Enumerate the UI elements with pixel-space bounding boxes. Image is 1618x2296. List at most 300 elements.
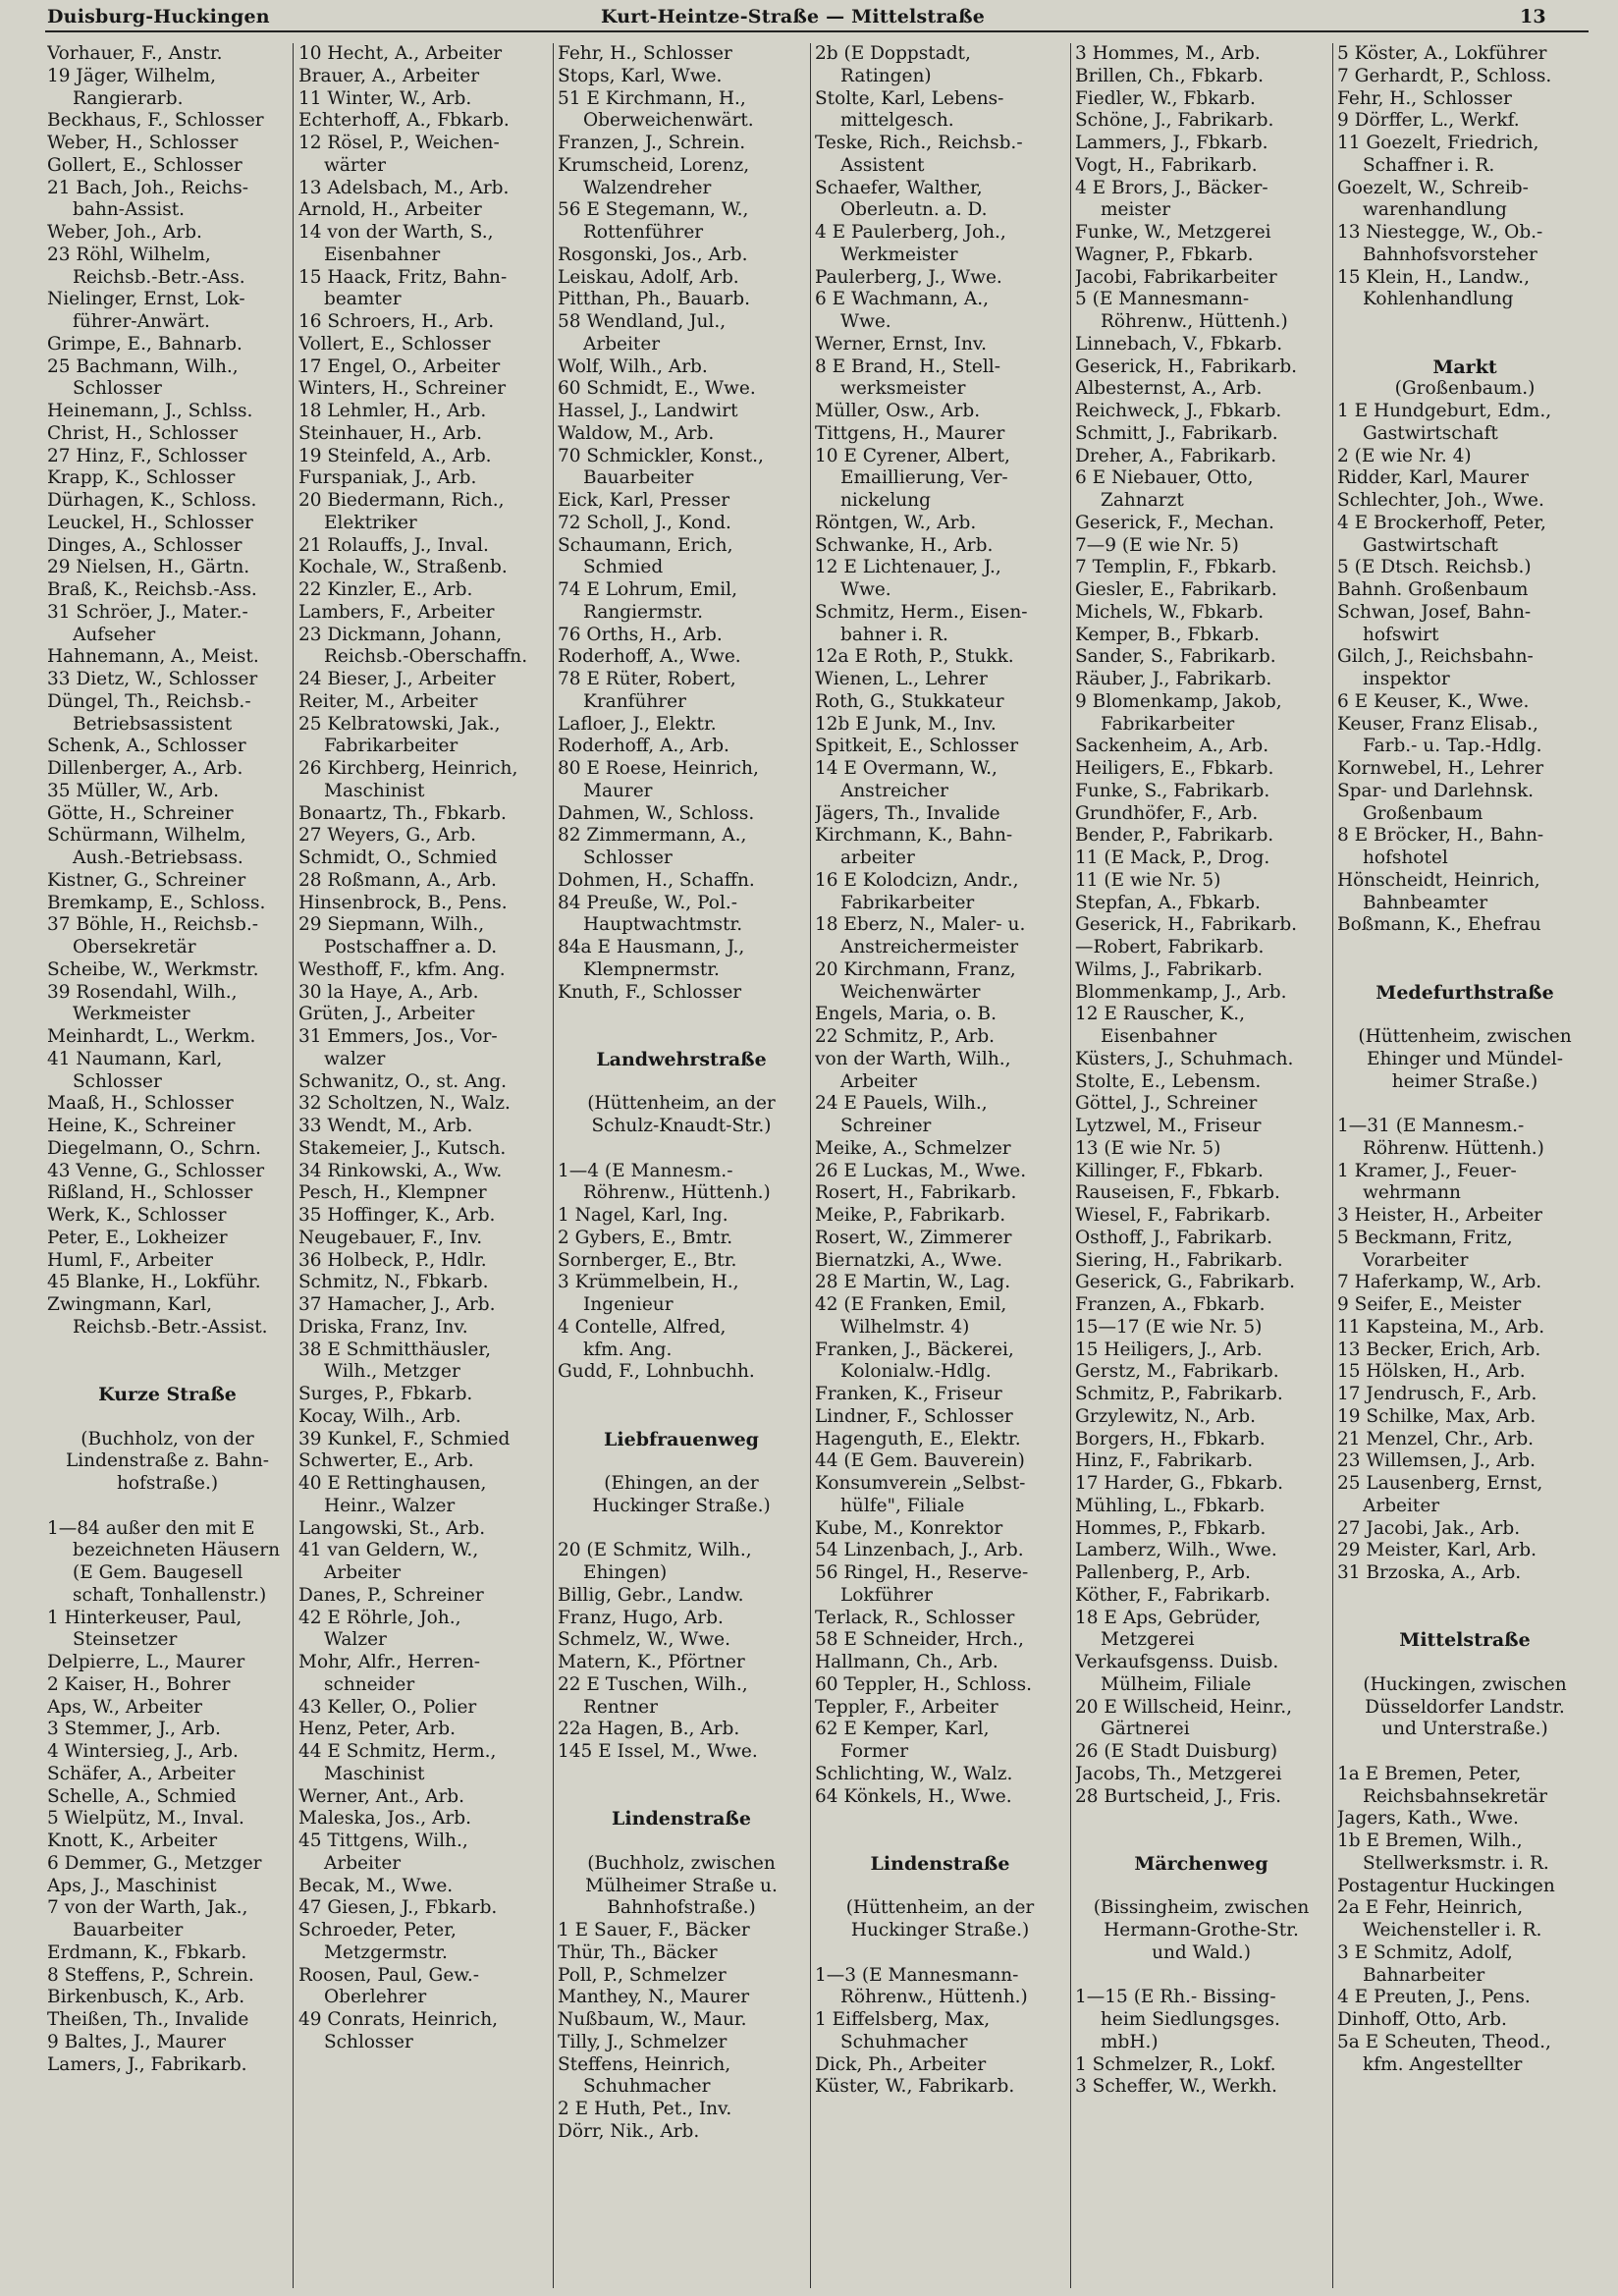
directory-entry: Pesch, H., Klempner [298, 1182, 487, 1204]
directory-entry: Schlosser [73, 1070, 162, 1092]
directory-entry: Aps, W., Arbeiter [47, 1696, 203, 1718]
directory-entry: 39 Rosendahl, Wilh., [47, 981, 238, 1003]
directory-entry: Erdmann, K., Fbkarb. [47, 1941, 247, 1963]
directory-entry: 31 Emmers, Jos., Vor- [298, 1026, 498, 1047]
directory-entry: Teske, Rich., Reichsb.- [815, 133, 1023, 153]
directory-entry: 10 E Cyrener, Albert, [815, 445, 1010, 466]
directory-entry: Anstreichermeister [840, 937, 1019, 957]
directory-entry: Großenbaum [1363, 802, 1483, 824]
directory-entry: 12b E Junk, M., Inv. [815, 713, 997, 735]
directory-entry: 9 Blomenkamp, Jakob, [1075, 690, 1282, 712]
directory-entry: 35 Müller, W., Arb. [47, 780, 219, 801]
header-place: Duisburg-Huckingen [47, 6, 270, 27]
directory-entry: Paulerberg, J., Wwe. [815, 266, 1002, 288]
directory-entry: 43 Keller, O., Polier [298, 1696, 477, 1718]
spacer [558, 1026, 805, 1049]
directory-entry: Hauptwachtmstr. [583, 914, 743, 936]
street-description: und Unterstraße.) [1381, 1719, 1548, 1740]
directory-entry: Scheibe, W., Werkmstr. [47, 958, 259, 980]
directory-entry: 45 Blanke, H., Lokführ. [47, 1272, 261, 1293]
directory-entry: Schelle, A., Schmied [47, 1785, 237, 1807]
directory-entry: Franken, J., Bäckerei, [815, 1339, 1014, 1360]
directory-entry: 37 Böhle, H., Reichsb.- [47, 914, 259, 936]
header-rule [45, 30, 1589, 32]
directory-entry: Dinhoff, Otto, Arb. [1337, 2009, 1507, 2030]
directory-entry: 1 Nagel, Karl, Ing. [558, 1205, 728, 1226]
directory-entry: Hönscheidt, Heinrich, [1337, 869, 1540, 891]
street-heading: Medefurthstraße [1375, 981, 1554, 1004]
directory-entry: 17 Jendrusch, F., Arb. [1337, 1384, 1537, 1404]
directory-entry: inspektor [1363, 669, 1450, 689]
directory-entry: Schwan, Josef, Bahn- [1337, 601, 1532, 623]
directory-entry: meister [1101, 199, 1171, 221]
directory-entry: 28 E Martin, W., Lag. [815, 1272, 1011, 1293]
directory-entry: Anstreicher [840, 780, 948, 801]
directory-entry: Gudd, F., Lohnbuchh. [558, 1361, 755, 1383]
street-heading: Kurze Straße [98, 1384, 237, 1405]
directory-entry: Kube, M., Konrektor [815, 1517, 1003, 1539]
directory-entry: 145 E Issel, M., Wwe. [558, 1741, 758, 1762]
directory-entry: 11 Winter, W., Arb. [298, 87, 472, 109]
street-description: (Hüttenheim, zwischen [1358, 1026, 1572, 1047]
street-heading: Märchenweg [1134, 1852, 1268, 1875]
directory-entry: 28 Burtscheid, J., Fris. [1075, 1785, 1282, 1807]
directory-entry: Reichsb.-Oberschaffn. [324, 646, 528, 668]
directory-entry: Neugebauer, F., Inv. [298, 1227, 483, 1248]
directory-entry: Maaß, H., Schlosser [47, 1093, 234, 1115]
directory-entry: 80 E Roese, Heinrich, [558, 758, 759, 779]
street-description: (Großenbaum.) [1394, 378, 1536, 400]
directory-entry: 60 Schmidt, E., Wwe. [558, 378, 756, 400]
spacer [558, 1406, 805, 1429]
street-heading: Markt [1432, 355, 1497, 378]
directory-entry: Schmied [583, 557, 664, 578]
directory-entry: Wolf, Wilh., Arb. [558, 355, 708, 377]
directory-entry: schaft, Tonhallenstr.) [73, 1584, 267, 1606]
directory-entry: Schwanitz, O., st. Ang. [298, 1070, 508, 1092]
directory-entry: 4 E Brors, J., Bäcker- [1075, 177, 1268, 198]
column-divider [1332, 43, 1333, 2288]
directory-entry: 5 (E Dtsch. Reichsb.) [1337, 557, 1532, 578]
directory-entry: 8 Steffens, P., Schrein. [47, 1964, 254, 1986]
directory-entry: hülfe", Filiale [840, 1495, 965, 1516]
directory-entry: Emaillierung, Ver- [840, 467, 1008, 489]
directory-entry: Röhrenw., Hüttenh.) [1101, 311, 1288, 332]
directory-entry: Roderhoff, A., Arb. [558, 736, 729, 757]
directory-entry: 9 Seifer, E., Meister [1337, 1294, 1522, 1315]
directory-entry: Metzgermstr. [324, 1941, 448, 1963]
directory-entry: Furspaniak, J., Arb. [298, 467, 477, 489]
directory-entry: Konsumverein „Selbst- [815, 1473, 1026, 1494]
directory-entry: Gärtnerei [1101, 1719, 1190, 1740]
street-description: (Bissingheim, zwischen [1093, 1897, 1310, 1919]
directory-entry: Kirchmann, K., Bahn- [815, 825, 1013, 847]
directory-entry: 16 E Kolodcizn, Andr., [815, 869, 1019, 891]
directory-entry: Rißland, H., Schlosser [47, 1182, 253, 1204]
directory-entry: 26 E Luckas, M., Wwe. [815, 1160, 1027, 1181]
directory-entry: 40 E Rettinghausen, [298, 1473, 487, 1494]
directory-entry: Arbeiter [324, 1562, 402, 1583]
directory-entry: 8 E Brand, H., Stell- [815, 355, 1000, 377]
directory-entry: Röntgen, W., Arb. [815, 512, 977, 533]
street-description: Huckinger Straße.) [850, 1920, 1030, 1941]
directory-entry: Rentner [583, 1696, 658, 1718]
street-description: Ehinger und Mündel- [1366, 1048, 1564, 1069]
directory-entry: Franzen, J., Schrein. [558, 133, 746, 153]
directory-entry: Westhoff, F., kfm. Ang. [298, 958, 506, 980]
directory-entry: 23 Willemsen, J., Arb. [1337, 1450, 1537, 1472]
directory-entry: Echterhoff, A., Fbkarb. [298, 110, 510, 132]
directory-entry: Reichsb.-Betr.-Ass. [73, 266, 245, 288]
directory-entry: Schaefer, Walther, [815, 177, 983, 198]
directory-entry: Former [840, 1741, 909, 1762]
directory-entry: Düngel, Th., Reichsb.- [47, 690, 251, 712]
directory-entry: Schroeder, Peter, [298, 1920, 457, 1941]
directory-entry: Oberweichenwärt. [583, 110, 754, 132]
spacer [815, 1808, 1065, 1831]
directory-entry: 44 (E Gem. Bauverein) [815, 1450, 1025, 1472]
directory-entry: 36 Holbeck, P., Hdlr. [298, 1249, 487, 1271]
directory-entry: 22 Kinzler, E., Arb. [298, 579, 473, 600]
directory-entry: Poll, P., Schmelzer [558, 1964, 727, 1986]
directory-entry: Lammers, J., Fbkarb. [1075, 133, 1268, 153]
directory-entry: Terlack, R., Schlosser [815, 1607, 1015, 1628]
directory-entry: Manthey, N., Maurer [558, 1987, 750, 2008]
directory-entry: 26 (E Stadt Duisburg) [1075, 1741, 1278, 1762]
directory-entry: Schuhmacher [583, 2076, 711, 2098]
directory-entry: Ridder, Karl, Maurer [1337, 467, 1529, 489]
street-description: Schulz-Knaudt-Str.) [591, 1116, 772, 1136]
directory-entry: 4 Wintersieg, J., Arb. [47, 1741, 239, 1762]
directory-entry: Fehr, H., Schlosser [1337, 87, 1512, 109]
spacer [558, 1764, 805, 1786]
street-description: Hermann-Grothe-Str. [1104, 1920, 1299, 1941]
directory-entry: 34 Rinkowski, A., Ww. [298, 1160, 503, 1181]
spacer [815, 1876, 1065, 1898]
directory-entry: Keuser, Franz Elisab., [1337, 713, 1538, 735]
directory-entry: Aps, J., Maschinist [47, 1875, 217, 1896]
directory-entry: Goezelt, W., Schreib- [1337, 177, 1529, 198]
directory-entry: 12 Rösel, P., Weichen- [298, 133, 500, 153]
directory-entry: Bahnbeamter [1363, 892, 1488, 913]
directory-entry: Schmitz, P., Fabrikarb. [1075, 1384, 1283, 1404]
directory-entry: Delpierre, L., Maurer [47, 1652, 245, 1672]
directory-entry: Wagner, P., Fbkarb. [1075, 244, 1254, 265]
directory-entry: Schmidt, O., Schmied [298, 847, 498, 868]
directory-entry: Meike, P., Fabrikarb. [815, 1205, 1006, 1226]
street-description: Bahnhofstraße.) [607, 1897, 756, 1919]
directory-entry: Eick, Karl, Presser [558, 490, 730, 511]
directory-entry: Maschinist [324, 780, 425, 801]
directory-entry: 7 von der Warth, Jak., [47, 1897, 248, 1919]
directory-entry: Schmitz, Herm., Eisen- [815, 601, 1028, 623]
directory-entry: 21 Menzel, Chr., Arb. [1337, 1428, 1535, 1449]
directory-entry: Schwanke, H., Arb. [815, 534, 994, 556]
directory-entry: wärter [324, 154, 386, 176]
directory-entry: 18 E Aps, Gebrüder, [1075, 1607, 1262, 1628]
directory-entry: 4 E Paulerberg, Joh., [815, 222, 1006, 243]
directory-entry: Schaumann, Erich, [558, 534, 733, 556]
directory-entry: Bahnarbeiter [1363, 1964, 1485, 1986]
directory-entry: Hagenguth, E., Elektr. [815, 1428, 1021, 1449]
directory-entry: 16 Schroers, H., Arb. [298, 311, 495, 332]
directory-entry: Grüten, J., Arbeiter [298, 1004, 475, 1025]
directory-entry: Kemper, B., Fbkarb. [1075, 624, 1260, 645]
spacer [558, 1138, 805, 1161]
directory-entry: 22 Schmitz, P., Arb. [815, 1026, 996, 1047]
directory-entry: 8 E Bröcker, H., Bahn- [1337, 825, 1544, 847]
directory-entry: von der Warth, Wilh., [815, 1048, 1011, 1069]
directory-entry: Götte, H., Schreiner [47, 802, 234, 824]
directory-entry: Oberlehrer [324, 1987, 427, 2008]
directory-entry: 20 Biedermann, Rich., [298, 490, 505, 511]
directory-entry: 15 Haack, Fritz, Bahn- [298, 266, 508, 288]
directory-entry: 4 E Brockerhoff, Peter, [1337, 512, 1546, 533]
directory-entry: 2 (E wie Nr. 4) [1337, 445, 1472, 466]
directory-entry: Grimpe, E., Bahnarb. [47, 333, 243, 355]
directory-entry: 3 Heister, H., Arbeiter [1337, 1205, 1543, 1226]
spacer [558, 1450, 805, 1473]
directory-entry: Fabrikarbeiter [324, 736, 458, 757]
directory-entry: Eisenbahner [1101, 1026, 1217, 1047]
directory-entry: Vollert, E., Schlosser [298, 333, 491, 355]
directory-entry: Leuckel, H., Schlosser [47, 512, 253, 533]
spacer [558, 1518, 805, 1541]
directory-entry: Schlosser [324, 2031, 413, 2052]
directory-entry: 5 (E Mannesmann- [1075, 289, 1250, 310]
directory-entry: Lamberz, Wilh., Wwe. [1075, 1540, 1277, 1561]
directory-entry: 10 Hecht, A., Arbeiter [298, 43, 503, 64]
directory-entry: Funke, W., Metzgerei [1075, 222, 1271, 243]
directory-entry: Dohmen, H., Schaffn. [558, 869, 755, 891]
directory-entry: Bauarbeiter [73, 1920, 184, 1941]
spacer [558, 1786, 805, 1809]
directory-entry: schneider [324, 1673, 415, 1695]
directory-entry: Schlechter, Joh., Wwe. [1337, 490, 1544, 511]
directory-entry: Wienen, L., Lehrer [815, 669, 988, 689]
directory-entry: 2 E Huth, Pet., Inv. [558, 2099, 732, 2119]
directory-entry: 13 Becker, Erich, Arb. [1337, 1339, 1541, 1360]
directory-entry: Vogt, H., Fabrikarb. [1075, 154, 1258, 176]
directory-entry: 20 E Willscheid, Heinr., [1075, 1696, 1292, 1718]
header-street-range: Kurt-Heintze-Straße — Mittelstraße [601, 6, 985, 27]
directory-entry: Franzen, A., Fbkarb. [1075, 1294, 1266, 1315]
directory-entry: Verkaufsgenss. Duisb. [1075, 1652, 1279, 1672]
directory-entry: Heiligers, E., Fbkarb. [1075, 758, 1274, 779]
directory-entry: 1 E Sauer, F., Bäcker [558, 1920, 750, 1941]
directory-entry: Langowski, St., Arb. [298, 1517, 486, 1539]
directory-entry: Meinhardt, L., Werkm. [47, 1026, 256, 1047]
directory-entry: Hassel, J., Landwirt [558, 401, 738, 421]
directory-entry: 31 Schröer, J., Mater.- [47, 601, 248, 623]
directory-entry: 15 Hölsken, H., Arb. [1337, 1361, 1526, 1383]
directory-entry: 56 E Stegemann, W., [558, 199, 749, 221]
column-3 [558, 43, 805, 2288]
directory-entry: 29 Nielsen, H., Gärtn. [47, 557, 250, 578]
directory-entry: 18 Lehmler, H., Arb. [298, 401, 487, 421]
directory-entry: Dörr, Nik., Arb. [558, 2120, 700, 2142]
directory-entry: Waldow, M., Arb. [558, 422, 715, 444]
directory-entry: Eisenbahner [324, 244, 441, 265]
directory-entry: Kranführer [583, 690, 686, 712]
directory-entry: Dahmen, W., Schloss. [558, 802, 755, 824]
directory-entry: 84a E Hausmann, J., [558, 937, 745, 957]
directory-entry: 82 Zimmermann, A., [558, 825, 747, 847]
directory-entry: Krapp, K., Schlosser [47, 467, 236, 489]
directory-entry: Danes, P., Schreiner [298, 1584, 484, 1606]
street-description: hofstraße.) [116, 1473, 219, 1494]
directory-entry: Steffens, Heinrich, [558, 2053, 731, 2075]
directory-entry: 21 Rolauffs, J., Inval. [298, 534, 489, 556]
directory-entry: 5a E Scheuten, Theod., [1337, 2031, 1551, 2052]
directory-entry: Driska, Franz, Inv. [298, 1316, 468, 1338]
directory-entry: Schaffner i. R. [1363, 154, 1495, 176]
directory-entry: 84 Preuße, W., Pol.- [558, 892, 737, 913]
directory-entry: 41 van Geldern, W., [298, 1540, 479, 1561]
directory-entry: Rauseisen, F., Fbkarb. [1075, 1182, 1280, 1204]
directory-entry: 15 Klein, H., Landw., [1337, 266, 1530, 288]
directory-entry: 56 Ringel, H., Reserve- [815, 1562, 1029, 1583]
directory-entry: Krumscheid, Lorenz, [558, 154, 750, 176]
spacer [1337, 1741, 1592, 1764]
directory-entry: Assistent [840, 154, 925, 176]
directory-entry: Hallmann, Ch., Arb. [815, 1652, 998, 1672]
directory-entry: hofswirt [1363, 624, 1439, 645]
directory-entry: 41 Naumann, Karl, [47, 1048, 223, 1069]
directory-entry: 7 Gerhardt, P., Schloss. [1337, 65, 1552, 86]
street-heading: Landwehrstraße [596, 1048, 767, 1070]
spacer [1075, 1876, 1327, 1898]
directory-entry: Dillenberger, A., Arb. [47, 758, 243, 779]
directory-entry: 6 E Niebauer, Otto, [1075, 467, 1254, 489]
directory-entry: Dick, Ph., Arbeiter [815, 2053, 987, 2075]
directory-entry: 24 E Pauels, Wilh., [815, 1093, 988, 1115]
directory-entry: 1 Schmelzer, R., Lokf. [1075, 2053, 1276, 2075]
directory-entry: 15 Heiligers, J., Arb. [1075, 1339, 1263, 1360]
directory-entry: Stolte, E., Lebensm. [1075, 1070, 1262, 1092]
directory-entry: Winters, H., Schreiner [298, 378, 507, 400]
directory-entry: 43 Venne, G., Schlosser [47, 1160, 265, 1181]
directory-entry: Vorhauer, F., Anstr. [47, 43, 223, 64]
directory-entry: 39 Kunkel, F., Schmied [298, 1428, 511, 1449]
directory-entry: 13 Niestegge, W., Ob.- [1337, 222, 1543, 243]
directory-entry: 9 Baltes, J., Maurer [47, 2031, 226, 2052]
directory-entry: bahn-Assist. [73, 199, 186, 221]
directory-entry: 14 von der Warth, S., [298, 222, 494, 243]
directory-entry: 4 Contelle, Alfred, [558, 1316, 727, 1338]
directory-entry: Pitthan, Ph., Bauarb. [558, 289, 750, 310]
directory-entry: Heine, K., Schreiner [47, 1116, 236, 1136]
directory-entry: Küster, W., Fabrikarb. [815, 2076, 1015, 2098]
directory-entry: 31 Brzoska, A., Arb. [1337, 1562, 1522, 1583]
directory-entry: Christ, H., Schlosser [47, 422, 239, 444]
directory-entry: 27 Weyers, G., Arb. [298, 825, 477, 847]
directory-entry: Schöne, J., Fabrikarb. [1075, 110, 1274, 132]
directory-entry: 35 Hoffinger, K., Arb. [298, 1205, 496, 1226]
directory-entry: 1—3 (E Mannesmann- [815, 1964, 1019, 1986]
directory-entry: 22a Hagen, B., Arb. [558, 1719, 740, 1740]
directory-entry: Franken, K., Friseur [815, 1384, 1002, 1404]
directory-entry: Siering, H., Fabrikarb. [1075, 1249, 1283, 1271]
directory-entry: Röhrenw., Hüttenh.) [840, 1987, 1028, 2008]
directory-entry: 2b (E Doppstadt, [815, 43, 971, 64]
directory-entry: Lamers, J., Fabrikarb. [47, 2053, 247, 2075]
directory-entry: Rangiermstr. [583, 601, 704, 623]
directory-entry: Wwe. [840, 579, 891, 600]
directory-entry: 33 Dietz, W., Schlosser [47, 669, 258, 689]
directory-entry: Bender, P., Fabrikarb. [1075, 825, 1274, 847]
directory-entry: Thür, Th., Bäcker [558, 1941, 718, 1963]
directory-entry: Jacobi, Fabrikarbeiter [1075, 266, 1277, 288]
directory-entry: Braß, K., Reichsb.-Ass. [47, 579, 257, 600]
directory-entry: 24 Bieser, J., Arbeiter [298, 669, 496, 689]
column-divider [293, 43, 294, 2288]
directory-entry: 5 Köster, A., Lokführer [1337, 43, 1547, 64]
directory-entry: arbeiter [840, 847, 915, 868]
directory-entry: führer-Anwärt. [73, 311, 210, 332]
directory-entry: 58 E Schneider, Hrch., [815, 1629, 1024, 1651]
directory-entry: 3 Krümmelbein, H., [558, 1272, 739, 1293]
directory-entry: Dreher, A., Fabrikarb. [1075, 445, 1277, 466]
directory-entry: Heinemann, J., Schlss. [47, 401, 253, 421]
directory-entry: Heinr., Walzer [324, 1495, 456, 1516]
directory-entry: Schmitz, N., Fbkarb. [298, 1272, 489, 1293]
directory-entry: Bauarbeiter [583, 467, 694, 489]
directory-entry: 4 E Preuten, J., Pens. [1337, 1987, 1531, 2008]
directory-entry: 19 Steinfeld, A., Arb. [298, 445, 492, 466]
directory-entry: Surges, P., Fbkarb. [298, 1384, 473, 1404]
directory-entry: Gilch, J., Reichsbahn- [1337, 646, 1534, 668]
directory-entry: 12 E Rauscher, K., [1075, 1004, 1245, 1025]
directory-entry: Maleska, Jos., Arb. [298, 1808, 471, 1830]
directory-entry: 54 Linzenbach, J., Arb. [815, 1540, 1024, 1561]
spacer [558, 1004, 805, 1026]
directory-entry: Fehr, H., Schlosser [558, 43, 732, 64]
directory-entry: Werkmeister [840, 244, 958, 265]
street-description: (Hüttenheim, an der [845, 1897, 1035, 1919]
directory-entry: 70 Schmickler, Konst., [558, 445, 764, 466]
directory-entry: 1—31 (E Mannesm.- [1337, 1116, 1525, 1136]
directory-entry: 33 Wendt, M., Arb. [298, 1116, 473, 1136]
directory-entry: Werner, Ernst, Inv. [815, 333, 988, 355]
spacer [47, 1496, 288, 1518]
directory-entry: Reichsbahnsekretär [1363, 1785, 1548, 1807]
directory-entry: Tilly, J., Schmelzer [558, 2031, 728, 2052]
directory-entry: Lytzwel, M., Friseur [1075, 1116, 1262, 1136]
directory-entry: 11 (E wie Nr. 5) [1075, 869, 1221, 891]
directory-entry: Albesternst, A., Arb. [1075, 378, 1263, 400]
directory-entry: Roosen, Paul, Gew.- [298, 1964, 480, 1986]
directory-entry: 60 Teppler, H., Schloss. [815, 1673, 1033, 1695]
directory-entry: Reichsb.-Betr.-Assist. [73, 1316, 268, 1338]
directory-entry: Ehingen) [583, 1562, 668, 1583]
directory-entry: Rosert, W., Zimmerer [815, 1227, 1012, 1248]
directory-entry: Knuth, F., Schlosser [558, 981, 742, 1003]
directory-entry: 3 Stemmer, J., Arb. [47, 1719, 221, 1740]
directory-entry: Matern, K., Pförtner [558, 1652, 745, 1672]
directory-entry: Lindner, F., Schlosser [815, 1405, 1013, 1427]
directory-entry: 20 Kirchmann, Franz, [815, 958, 1016, 980]
directory-entry: Reichweck, J., Fbkarb. [1075, 401, 1282, 421]
directory-entry: Bahnh. Großenbaum [1337, 579, 1529, 600]
directory-entry: Arbeiter [324, 1852, 402, 1874]
directory-entry: Aush.-Betriebsass. [73, 847, 243, 868]
spacer [558, 1831, 805, 1853]
directory-entry: 2 Kaiser, H., Bohrer [47, 1673, 231, 1695]
directory-entry: werksmeister [840, 378, 966, 400]
directory-entry: Kohlenhandlung [1363, 289, 1514, 310]
directory-entry: Birkenbusch, K., Arb. [47, 1987, 245, 2008]
